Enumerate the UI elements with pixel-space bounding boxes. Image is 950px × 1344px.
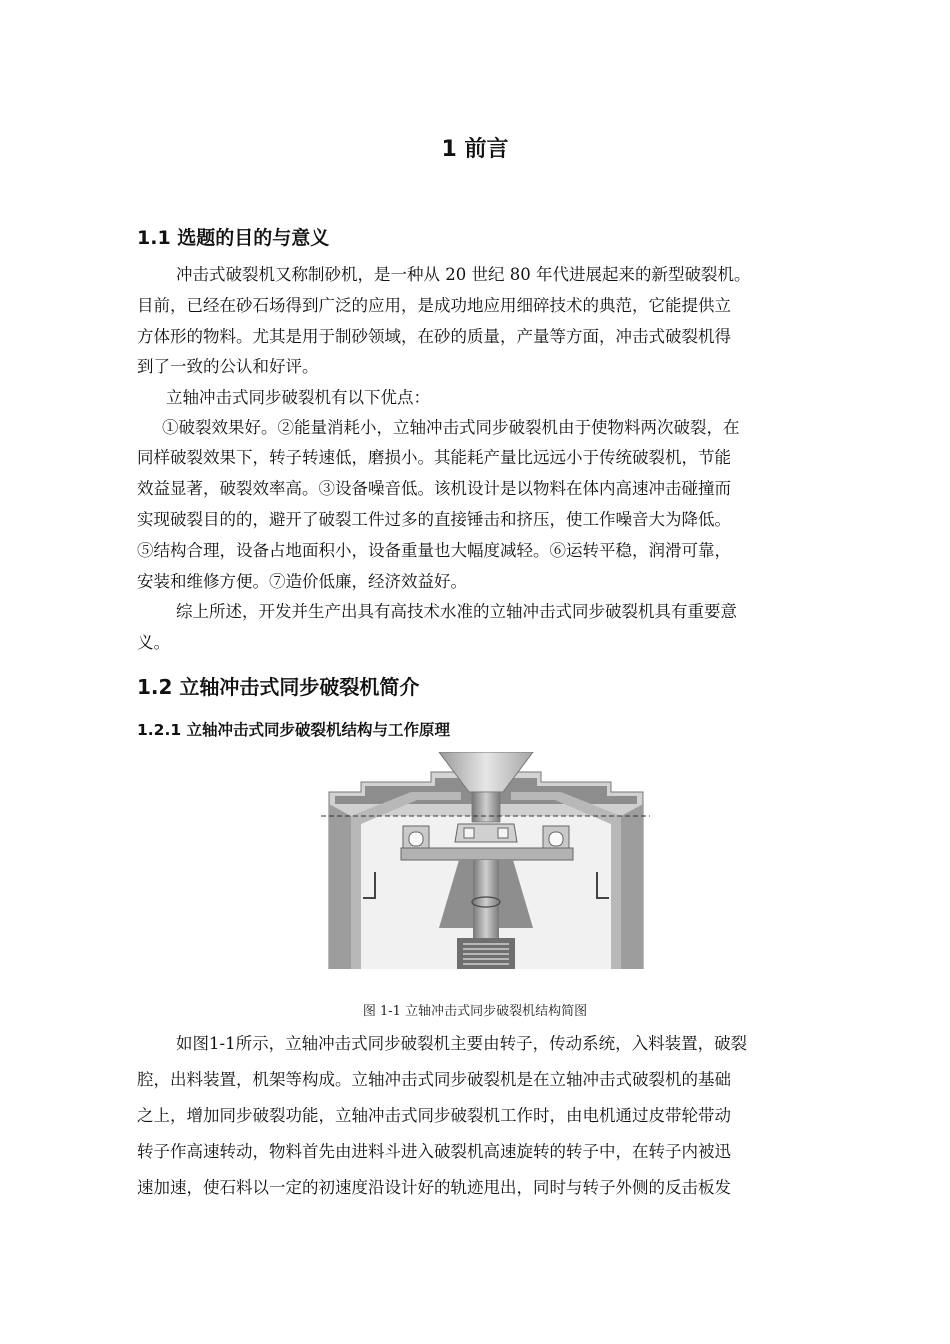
paragraph-line: ⑤结构合理，设备占地面积小，设备重量也大幅度减轻。⑥运转平稳，润滑可靠， [137, 541, 731, 560]
paragraph-line: 速加速，使石料以一定的初速度沿设计好的轨迹甩出，同时与转子外侧的反击板发 [137, 1178, 731, 1197]
paragraph-line: 立轴冲击式同步破裂机有以下优点： [166, 388, 430, 407]
crusher-diagram [321, 752, 650, 969]
paragraph-line: 冲击式破裂机又称制砂机，是一种从 20 世纪 80 年代进展起来的新型破裂机。 [176, 265, 751, 284]
section-heading-1-1: 1.1 选题的目的与意义 [137, 227, 330, 249]
paragraph-line: 综上所述，开发并生产出具有高技术水准的立轴冲击式同步破裂机具有重要意 [176, 602, 737, 621]
paragraph-line: 同样破裂效果下，转子转速低，磨损小。其能耗产量比远远小于传统破裂机，节能 [137, 448, 731, 467]
crusher-structure-figure [321, 752, 650, 969]
paragraph-line: 安装和维修方便。⑦造价低廉，经济效益好。 [137, 572, 467, 591]
paragraph-line: ①破裂效果好。②能量消耗小，立轴冲击式同步破裂机由于使物料两次破裂，在 [162, 418, 740, 437]
paragraph-line: 到了一致的公认和好评。 [137, 357, 319, 376]
chapter-title: 1 前言 [441, 137, 509, 162]
paragraph-line: 实现破裂目的的，避开了破裂工件过多的直接锤击和挤压，使工作噪音大为降低。 [137, 510, 731, 529]
section-heading-1-2: 1.2 立轴冲击式同步破裂机简介 [137, 675, 420, 699]
paragraph-line: 方体形的物料。尤其是用于制砂领域，在砂的质量，产量等方面，冲击式破裂机得 [137, 327, 731, 346]
subsection-heading-1-2-1: 1.2.1 立轴冲击式同步破裂机结构与工作原理 [137, 721, 451, 739]
paragraph-line: 转子作高速转动，物料首先由进料斗进入破裂机高速旋转的转子中，在转子内被迅 [137, 1142, 731, 1161]
paragraph-line: 之上，增加同步破裂功能，立轴冲击式同步破裂机工作时，由电机通过皮带轮带动 [137, 1106, 731, 1125]
paragraph-line: 义。 [137, 633, 170, 652]
paragraph-line: 目前，已经在砂石场得到广泛的应用，是成功地应用细碎技术的典范，它能提供立 [137, 296, 731, 315]
paragraph-line: 效益显著，破裂效率高。③设备噪音低。该机设计是以物料在体内高速冲击碰撞而 [137, 479, 731, 498]
paragraph-line: 如图1-1所示，立轴冲击式同步破裂机主要由转子，传动系统，入料装置，破裂 [176, 1034, 748, 1053]
figure-caption: 图 1-1 立轴冲击式同步破裂机结构简图 [362, 1004, 588, 1019]
paragraph-line: 腔，出料装置，机架等构成。立轴冲击式同步破裂机是在立轴冲击式破裂机的基础 [137, 1070, 731, 1089]
